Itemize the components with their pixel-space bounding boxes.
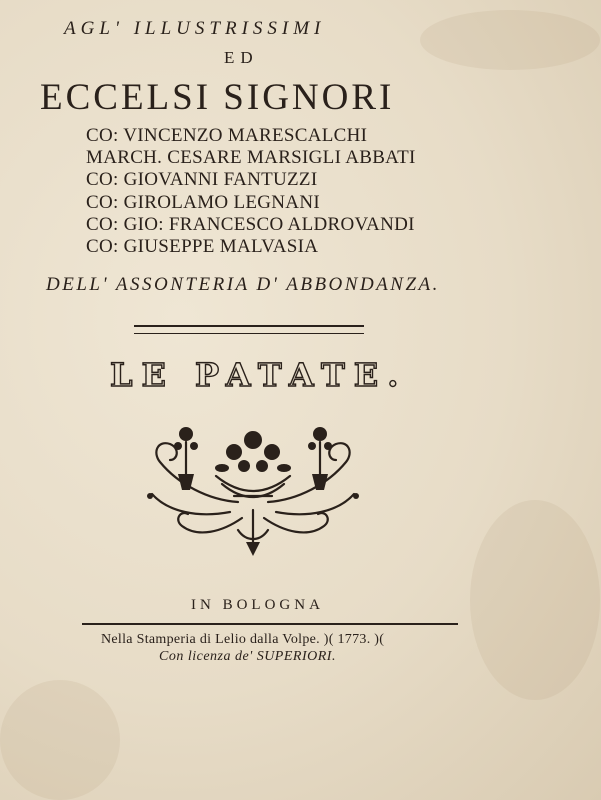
floral-vase-ornament-icon xyxy=(138,414,368,560)
name-item: CO: VINCENZO MARESCALCHI xyxy=(86,125,368,146)
license-line: Con licenza de' SUPERIORI. xyxy=(159,649,336,664)
conjunction-line: ED xyxy=(224,48,259,67)
main-title: ECCELSI SIGNORI xyxy=(40,77,395,118)
name-item: CO: GIROLAMO LEGNANI xyxy=(86,191,320,213)
name-item: MARCH. CESARE MARSIGLI ABBATI xyxy=(86,147,416,169)
imprint-rule-divider xyxy=(82,623,458,628)
city-line: IN BOLOGNA xyxy=(191,597,324,613)
double-rule-divider xyxy=(134,325,364,334)
imprint-line: Nella Stamperia di Lelio dalla Volpe. )( 1773. )( xyxy=(101,632,385,647)
paper-stain xyxy=(470,500,600,700)
name-item: CO: GIUSEPPE MALVASIA xyxy=(86,236,319,258)
name-item: CO: GIOVANNI FANTUZZI xyxy=(86,169,318,191)
dedication-line: AGL' ILLUSTRISSIMI xyxy=(64,18,326,39)
office-line: DELL' ASSONTERIA D' ABBONDANZA. xyxy=(46,274,440,295)
name-item: CO: GIO: FRANCESCO ALDROVANDI xyxy=(86,213,415,235)
paper-stain xyxy=(420,10,600,70)
subject-title: LE PATATE. xyxy=(110,356,408,394)
names-list xyxy=(86,125,416,258)
paper-stain xyxy=(0,680,120,800)
